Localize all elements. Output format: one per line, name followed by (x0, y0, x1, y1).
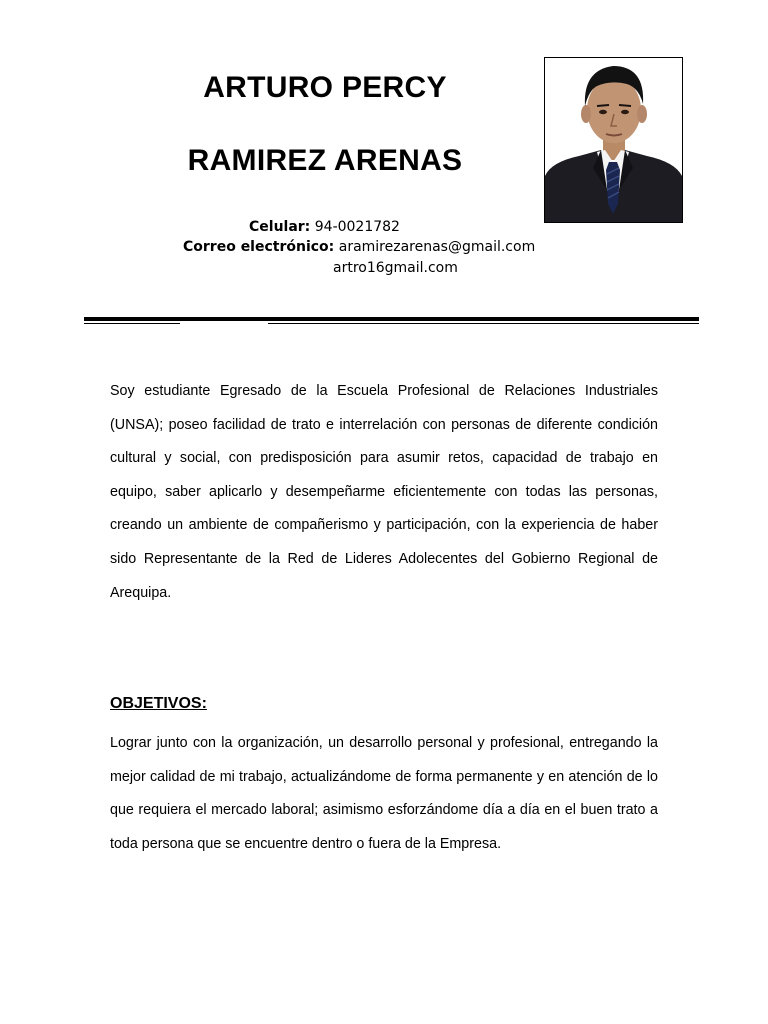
header-divider-thin (84, 323, 699, 324)
phone-value: 94-0021782 (314, 219, 400, 235)
objectives-heading: OBJETIVOS: (110, 695, 207, 712)
email-label: Correo electrónico: (183, 239, 335, 255)
email-value[interactable]: aramirezarenas@gmail.com (338, 239, 536, 255)
name-first-line: ARTURO PERCY (203, 71, 447, 104)
email-line (183, 239, 535, 255)
header-divider-gap (180, 323, 268, 324)
phone-line (249, 219, 400, 235)
email-line-secondary (333, 260, 458, 276)
email-value-secondary[interactable]: artro16gmail.com (333, 260, 458, 276)
name-last-line: RAMIREZ ARENAS (187, 144, 463, 177)
header-divider-thick (84, 317, 699, 321)
objectives-paragraph: Lograr junto con la organización, un desarrollo personal y profesional, entregando la mejor calidad de mi trabajo, actualizándome de forma permanente y en atención de lo que requiera el mercado laboral; asimismo esforzándome día a día en el buen trato a toda persona que se encuentre dentro o fuera de la Empresa. (110, 735, 658, 852)
phone-label: Celular: (249, 219, 311, 235)
person-portrait-icon (545, 58, 682, 222)
profile-paragraph: Soy estudiante Egresado de la Escuela Profesional de Relaciones Industriales (UNSA); poseo facilidad de trato e interrelación con personas de diferente condición cultural y social, con predisposición para asumir retos, capacidad de trabajo en equipo, saber aplicarlo y desempeñarme eficientemente con todas las personas, creando un ambiente de compañerismo y participación, con la experiencia de haber sido Representante de la Red de Lideres Adolecentes del Gobierno Regional de Arequipa. (110, 383, 658, 601)
profile-photo (544, 57, 683, 223)
